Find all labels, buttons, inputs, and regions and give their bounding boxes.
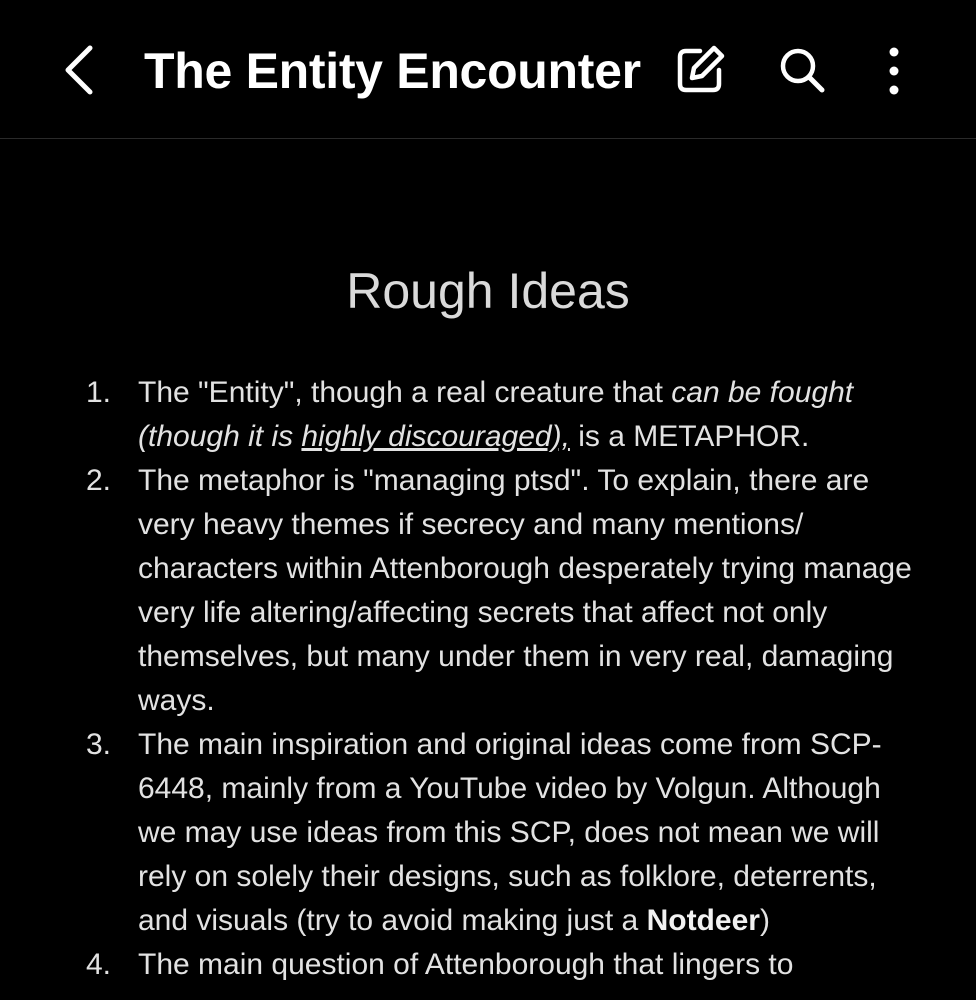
list-item-text: The "Entity", though a real creature that	[138, 376, 672, 409]
note-title: The Entity Encounter	[144, 43, 641, 99]
italic-underlined-text: highly discouraged),	[301, 420, 570, 453]
list-item-number: 2.	[86, 464, 112, 497]
list-item	[0, 371, 976, 459]
search-button[interactable]	[772, 40, 832, 100]
more-vertical-icon	[884, 45, 904, 95]
list-item-number: 4.	[86, 948, 112, 981]
bold-text: Notdeer	[646, 904, 760, 937]
edit-icon	[674, 44, 726, 96]
list-item	[0, 459, 976, 723]
list-item	[0, 723, 976, 943]
italic-text: can be fought (though it is	[138, 376, 854, 453]
note-body[interactable]	[0, 139, 976, 1000]
more-options-button[interactable]	[866, 40, 922, 100]
list-item-text: The main inspiration and original ideas come from SCP-6448, mainly from a YouTube video by Volgun. Although we may use ideas from this SCP, does not mean we will rely on solely their designs, such as folklore, deterrents, and visuals (try to avoid making just a	[138, 728, 882, 937]
list-item-number: 3.	[86, 728, 112, 761]
search-icon	[777, 45, 827, 95]
edit-button[interactable]	[670, 40, 730, 100]
top-app-bar	[0, 0, 976, 139]
list-item	[0, 943, 976, 987]
ideas-list	[0, 371, 976, 987]
list-item-text: )	[759, 904, 770, 937]
list-item-text: The main question of Attenborough that lingers to	[138, 948, 794, 981]
list-item-text: is a METAPHOR.	[569, 420, 810, 453]
list-item-number: 1.	[86, 376, 112, 409]
back-button[interactable]	[52, 40, 108, 100]
chevron-left-icon	[62, 44, 98, 96]
section-heading: Rough Ideas	[346, 263, 630, 319]
list-item-text: The metaphor is "managing ptsd". To explain, there are very heavy themes if secrecy and many mentions/ characters within Attenborough desperately trying manage very life altering/affecting secrets that affect not only themselves, but many under them in very real, damaging ways.	[138, 464, 912, 717]
